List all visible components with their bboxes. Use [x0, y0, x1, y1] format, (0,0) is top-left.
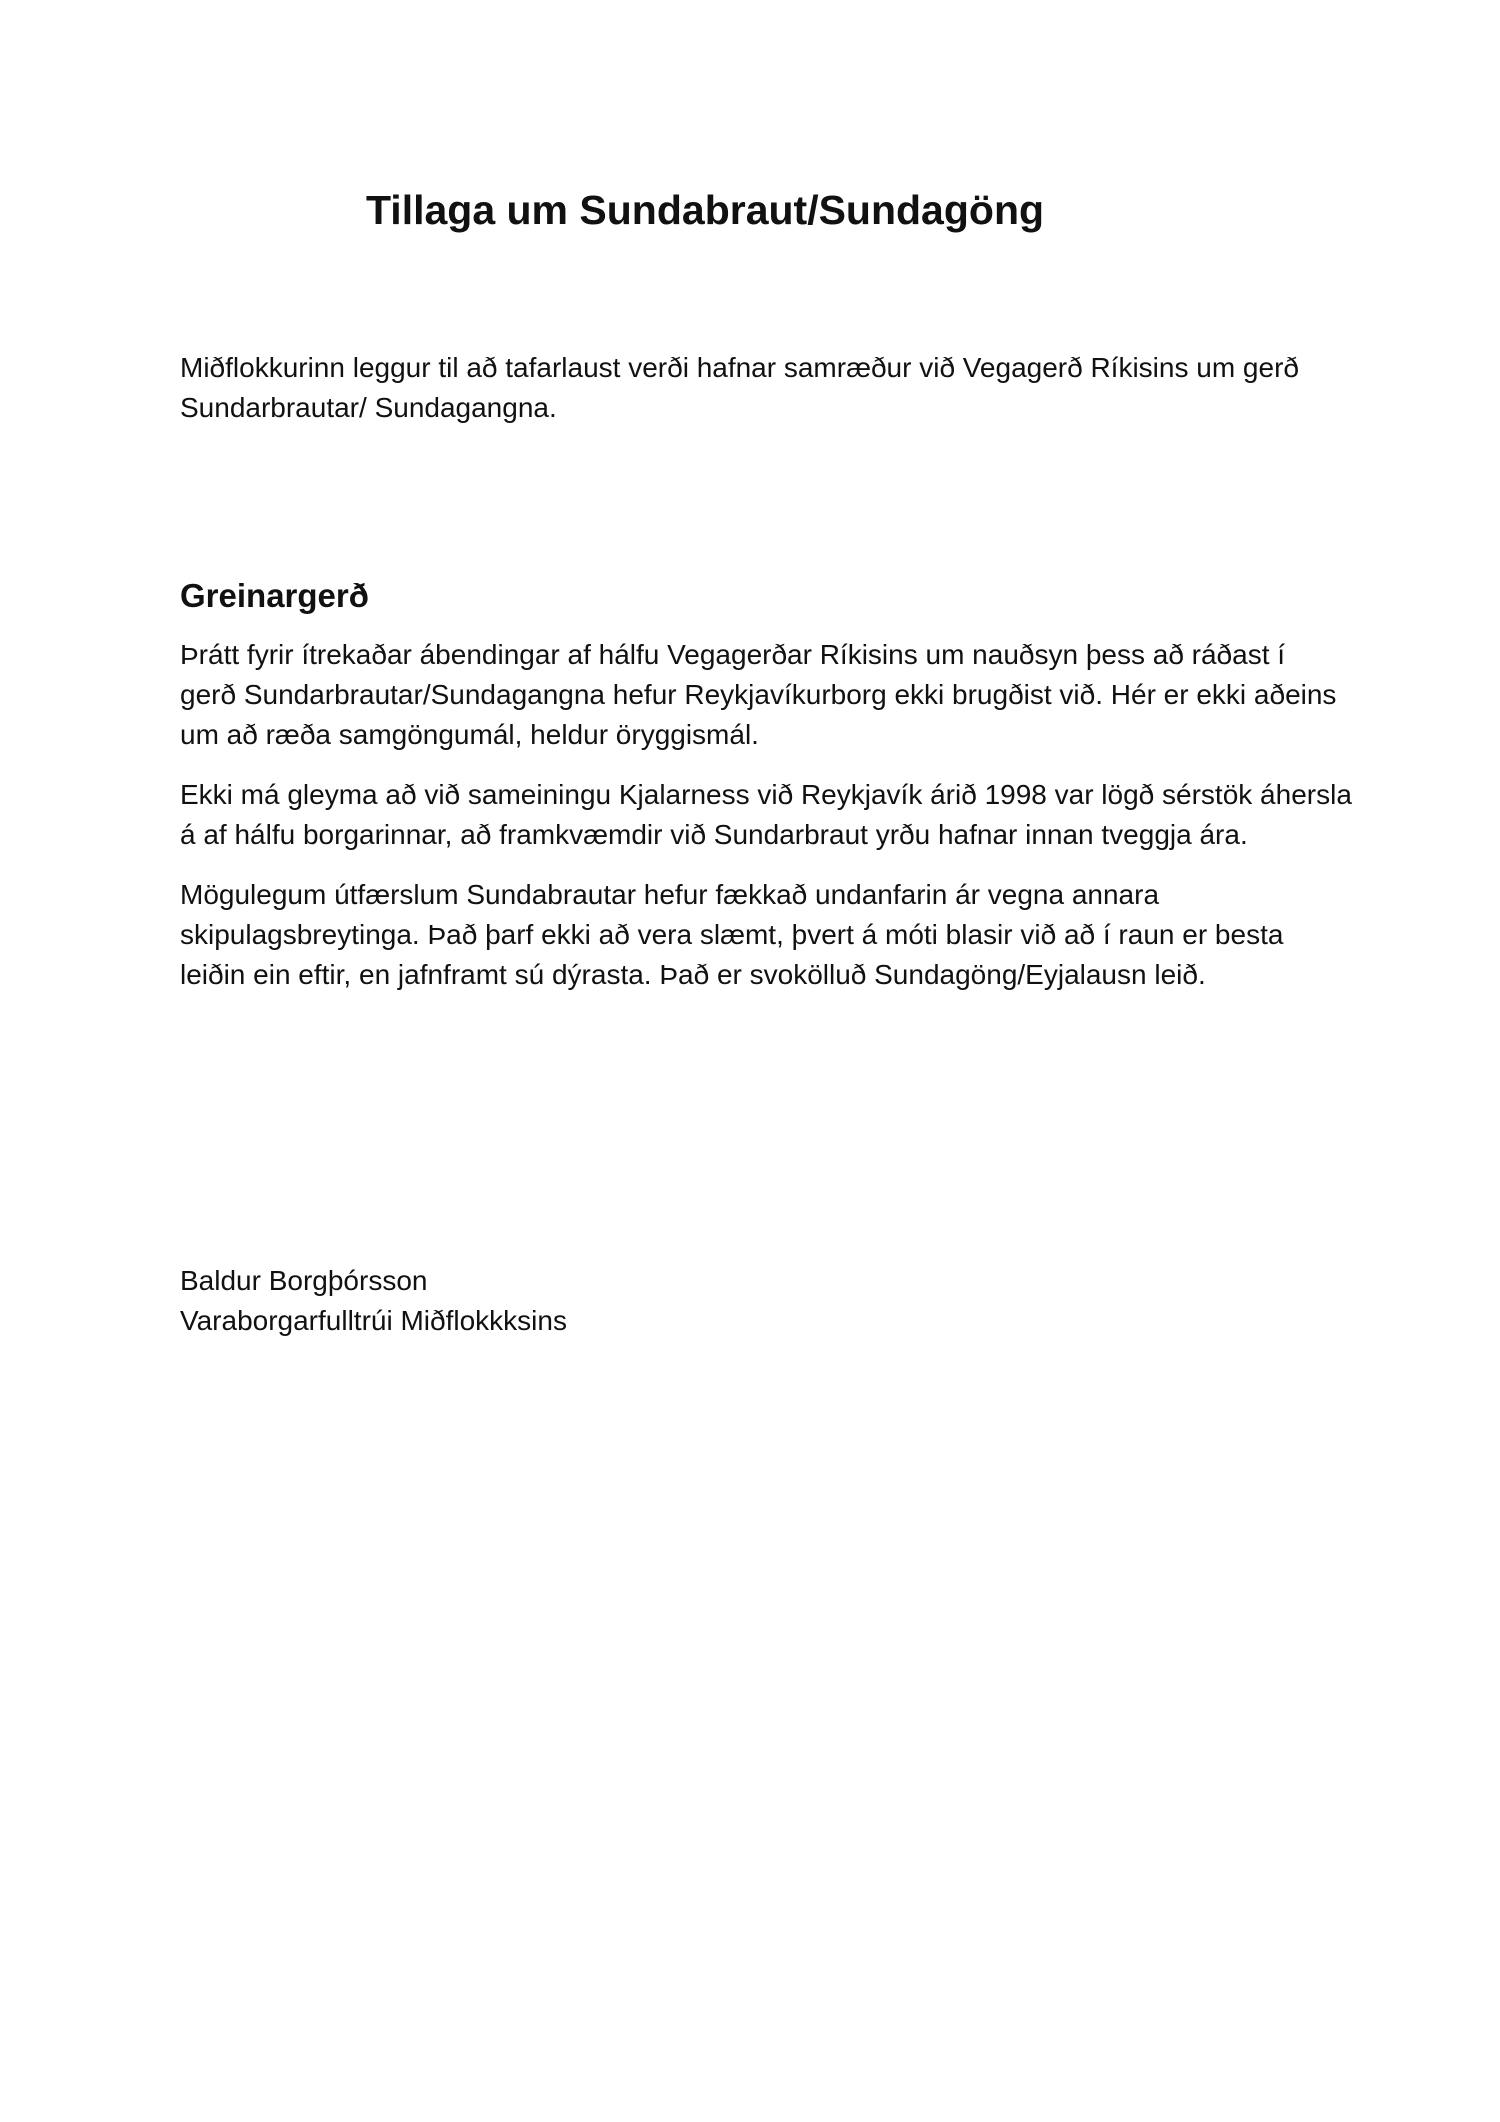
body-paragraph — [180, 635, 1340, 755]
paragraph-line: gerð Sundarbrautar/Sundagangna hefur Reykjavíkurborg ekki brugðist við. Hér er ekki aðeins — [180, 679, 1337, 710]
paragraph-line: Miðflokkurinn leggur til að tafarlaust verði hafnar samræður við Vegagerð Ríkisins um gerð — [180, 352, 1299, 383]
paragraph-line: Þrátt fyrir ítrekaðar ábendingar af hálfu Vegagerðar Ríkisins um nauðsyn þess að ráðast í — [180, 639, 1286, 670]
signature-role: Varaborgarfulltrúi Miðflokkksins — [180, 1305, 567, 1336]
body-paragraph — [180, 875, 1340, 995]
paragraph-line: um að ræða samgöngumál, heldur öryggismál. — [180, 719, 759, 750]
paragraph-line: Ekki má gleyma að við sameiningu Kjalarness við Reykjavík árið 1998 var lögð sérstök áhersla — [180, 779, 1352, 810]
document-title: Tillaga um Sundabraut/Sundagöng — [366, 187, 1045, 233]
paragraph-line: skipulagsbreytinga. Það þarf ekki að vera slæmt, þvert á móti blasir við að í raun er besta — [180, 919, 1284, 950]
body-paragraph — [180, 775, 1352, 855]
paragraph-line: leiðin ein eftir, en jafnframt sú dýrasta. Það er svokölluð Sundagöng/Eyjalausn leið. — [180, 959, 1206, 990]
signature-name: Baldur Borgþórsson — [180, 1265, 428, 1296]
signature-block — [180, 1261, 1340, 1341]
paragraph-line: Sundarbrautar/ Sundagangna. — [180, 392, 557, 423]
proposal-paragraph — [180, 348, 1340, 428]
paragraph-line: Mögulegum útfærslum Sundabrautar hefur fækkað undanfarin ár vegna annara — [180, 879, 1160, 910]
section-heading: Greinargerð — [180, 577, 369, 614]
paragraph-line: á af hálfu borgarinnar, að framkvæmdir við Sundarbraut yrðu hafnar innan tveggja ára. — [180, 819, 1248, 850]
